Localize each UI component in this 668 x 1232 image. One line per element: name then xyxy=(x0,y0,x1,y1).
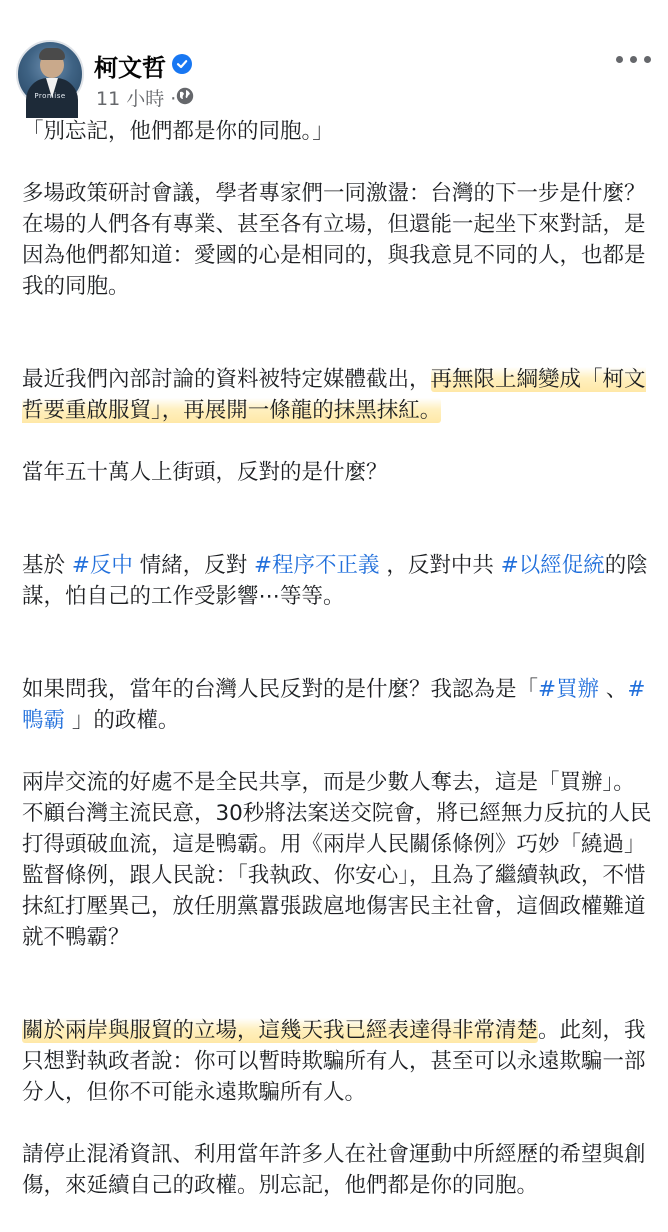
paragraph-5-text-d: 的陰謀，怕自己的工作受影響⋯等等。 xyxy=(22,553,648,609)
post-paragraph-2: 多場政策研討會議，學者專家們一同激盪：台灣的下一步是什麼？在場的人們各有專業、甚至各有立場，但還能一起坐下來對話，是因為他們都知道：愛國的心是相同的，與我意見不同的人，也都是我的同胞。 xyxy=(22,181,646,299)
post-paragraph-4: 當年五十萬人上街頭，反對的是什麼？ xyxy=(22,460,388,485)
paragraph-8-text: 。此刻，我只想對執政者說：你可以暫時欺騙所有人，甚至可以永遠欺騙一部分人，但你不可能永遠欺騙所有人。 xyxy=(22,1018,646,1105)
hashtag-economic-unification[interactable]: #以經促統 xyxy=(500,553,605,578)
post-paragraph-9: 請停止混淆資訊、利用當年許多人在社會運動中所經歷的希望與創傷，來延續自己的政權。別忘記，他們都是你的同胞。 xyxy=(22,1142,646,1198)
verified-badge-icon xyxy=(172,54,192,74)
highlighted-text-2: 關於兩岸與服貿的立場，這幾天我已經表達得非常清楚 xyxy=(22,1018,539,1043)
post-paragraph-5 xyxy=(22,519,652,612)
more-dot-1 xyxy=(616,56,623,63)
post-header xyxy=(0,0,668,112)
post-paragraph-3 xyxy=(22,333,652,426)
highlighted-text-1: 再無限上綱變成「柯文哲要重啟服貿」，再展開一條龍的抹黑抹紅。 xyxy=(22,367,646,423)
more-dot-3 xyxy=(644,56,651,63)
author-avatar[interactable] xyxy=(16,40,84,108)
paragraph-5-text-a: 基於 xyxy=(22,553,72,578)
hashtag-maiban[interactable]: #買辦 xyxy=(538,677,600,702)
post-time-text: 11 小時 xyxy=(96,88,165,110)
paragraph-6-text-a: 如果問我，當年的台灣人民反對的是什麼？我認為是「 xyxy=(22,677,539,702)
paragraph-5-text-b: 情緒，反對 xyxy=(132,553,255,578)
hashtag-fanzhong[interactable]: #反中 xyxy=(71,553,133,578)
more-options-button[interactable] xyxy=(614,46,654,72)
paragraph-6-text-c: 」的政權。 xyxy=(65,708,180,733)
hashtag-procedural-injustice[interactable]: #程序不正義 xyxy=(254,553,380,578)
paragraph-3-text: 最近我們內部討論的資料被特定媒體截出， xyxy=(22,367,431,392)
more-dot-2 xyxy=(630,56,637,63)
post-paragraph-7: 兩岸交流的好處不是全民共享，而是少數人奪去，這是「買辦」。不顧台灣主流民意，30秒將法案送交院會，將已經無力反抗的人民打得頭破血流，這是鴨霸。用《兩岸人民關係條例》巧妙「繞過」監督條例，跟人民說：「我執政、你安心」，且為了繼續執政，不惜抹紅打壓異己，放任朋黨囂張跋扈地傷害民主社會，這個政權難道就不鴨霸？ xyxy=(22,770,652,950)
post-paragraph-6 xyxy=(22,643,652,736)
author-name[interactable]: 柯文哲 xyxy=(94,54,166,82)
avatar-tag: Promise xyxy=(34,92,66,100)
paragraph-6-text-b: 、 xyxy=(599,677,628,702)
meta-separator: · xyxy=(170,88,177,110)
post-paragraph-1: 「別忘記，他們都是你的同胞。」 xyxy=(22,119,334,144)
globe-icon[interactable] xyxy=(175,86,195,106)
post-paragraph-8 xyxy=(22,984,652,1108)
paragraph-5-text-c: ，反對中共 xyxy=(379,553,501,578)
avatar-hair xyxy=(39,48,65,60)
hashtag-yaba[interactable]: #鴨霸 xyxy=(22,677,646,733)
post-text xyxy=(22,116,652,1232)
post-timestamp[interactable] xyxy=(96,84,176,111)
